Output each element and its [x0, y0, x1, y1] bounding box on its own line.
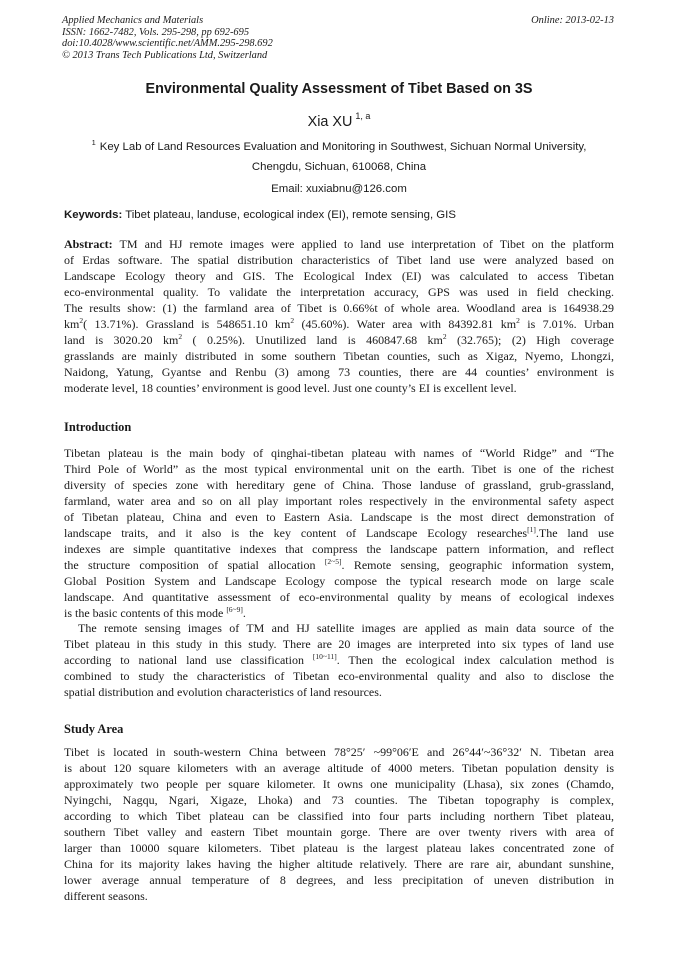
- introduction-body: [64, 446, 614, 701]
- intro-line: of Tibetan plateau, China and even to Eastern Asia. Landscape is the most direct demonstration of: [64, 509, 614, 524]
- journal-name: Applied Mechanics and Materials: [62, 15, 204, 26]
- journal-info: [62, 15, 422, 61]
- intro-line: Global Position System and Landscape Ecology compose the typical research mode on large scale: [64, 573, 614, 588]
- introduction-heading: Introduction: [64, 420, 132, 434]
- study-line: approximately two people per square kilometer. It owns one municipality (Lhasa), six zones (Chamdo,: [64, 776, 614, 791]
- study-area-heading: Study Area: [64, 722, 124, 736]
- abstract-line: Naidong, Yatung, Gyantse and Renbu (3) among 73 counties, there are 44 counties’ environment is: [64, 364, 614, 379]
- intro-line: Tibetan plateau is the main body of qinghai-tibetan plateau with names of “World Ridge” and “The: [64, 446, 614, 460]
- study-line: is about 120 square kilometers with an average altitude of 4000 meters. Tibetan population density is: [64, 760, 614, 775]
- intro-line: diversity of species zone with hereditary gene of China. Those landuse of grassland, grub-grassland,: [64, 477, 614, 492]
- online-date: Online: 2013-02-13: [531, 15, 614, 26]
- study-line: according to which Tibet plateau can be classified into four parts including northern Tibet plateau,: [64, 808, 614, 823]
- intro-line: farmland, water area and so on all play important roles respectively in the environmental safety aspect: [64, 493, 614, 508]
- abstract-line: Landscape Ecology theory and GIS. The Ecological Index (EI) was calculated to access Tibetan: [64, 268, 614, 283]
- citation-ref[interactable]: [6~9]: [226, 604, 243, 614]
- citation-ref[interactable]: [1]: [527, 524, 536, 534]
- study-line: lower average annual temperature of 8 degrees, and less precipitation of uneven distribution in: [64, 872, 614, 887]
- issn: ISSN: 1662-7482, Vols. 295-298, pp 692-695: [62, 26, 250, 38]
- citation-ref[interactable]: [2~5]: [324, 556, 342, 566]
- intro-line: spatial distribution and evolution characteristics of land resources.: [64, 685, 382, 700]
- keywords-text: Tibet plateau, landuse, ecological index (EI), remote sensing, GIS: [125, 209, 456, 221]
- keywords-label: Keywords:: [64, 209, 123, 221]
- abstract-line: Abstract: TM and HJ remote images were applied to land use interpretation of Tibet on the platform: [64, 237, 614, 251]
- abstract-line: land is 3020.20 $km^2$ ( 0.25%). Unutilized land is 460847.68 $km^2$ (32.765); (2) High coverage: [64, 331, 615, 347]
- intro-line: landscape traits, and it also is the key content of Landscape Ecology researches[1].The land use: [64, 524, 614, 540]
- study-line: larger than 10000 square kilometers. Tibet plateau is the largest plateau lakes concentrated zone of: [64, 840, 614, 855]
- intro-line: indexes are simple quantitative indexes that compress the landscape pattern information, and reflect: [64, 541, 614, 556]
- author-line: [0, 111, 678, 130]
- abstract-label: Abstract:: [64, 237, 113, 251]
- intro-line: The remote sensing images of TM and HJ satellite images are applied as main data source of the: [78, 621, 614, 636]
- author-email[interactable]: Email: xuxiabnu@126.com: [271, 183, 407, 195]
- abstract-line: eco-environmental quality. To validate the interpretation accuracy, GPS was used in field checking.: [64, 284, 614, 299]
- abstract-line: of Erdas software. The spatial distribution characteristics of Tibet land use were analyzed based on: [64, 252, 614, 267]
- author-name: Xia XU: [307, 114, 353, 130]
- intro-line: according to national land use classification [10~11]. Then the ecological index calculation method is: [64, 652, 614, 668]
- study-line: Tibet is located in south-western China between 78°25′ ~99°06′E and 26°44′~36°32′ N. Tibetan area: [64, 745, 614, 759]
- abstract-line: The results show: (1) the farmland area of Tibet is 0.66%t of whole area. Woodland area is 164938.29: [64, 300, 614, 315]
- citation-ref[interactable]: [10~11]: [312, 652, 337, 662]
- author-superscript: 1, a: [355, 111, 371, 121]
- study-line: China for its majority lakes having the higher altitude relatively. There are rare air, abundant sunshine,: [64, 856, 614, 871]
- paper-title: Environmental Quality Assessment of Tibet Based on 3S: [145, 81, 533, 97]
- affiliation-line-2: Chengdu, Sichuan, 610068, China: [251, 161, 427, 173]
- intro-line: is the basic contents of this mode [6~9].: [64, 604, 246, 620]
- study-line: southern Tibet valley and eastern Tibet mountain gorge. There are over twenty rivers with area of: [64, 824, 614, 839]
- abstract-line: moderate level, 18 counties’ environment is good level. Just one county’s EI is excellent level.: [64, 380, 517, 395]
- abstract: [64, 237, 614, 397]
- intro-line: combined to study the characteristics of Tibetan eco-environmental quality and also to disclose the: [64, 669, 614, 684]
- abstract-line: $km^2$( 13.71%). Grassland is 548651.10 $km^2$ (45.60%). Water area with 84392.81 $km^2$ is 7.01%. Urban: [64, 315, 614, 331]
- affiliation-text: Key Lab of Land Resources Evaluation and Monitoring in Southwest, Sichuan Normal University,: [99, 141, 587, 153]
- doi: doi:10.4028/www.scientific.net/AMM.295-298.692: [62, 38, 273, 50]
- study-area-body: [64, 745, 614, 905]
- intro-line: Tibet plateau in this study in this study. There are 20 images are interpreted into six types of land use: [64, 637, 614, 652]
- intro-line: the structure composition of spatial allocation [2~5]. Remote sensing, geographic information system,: [64, 556, 615, 572]
- copyright: © 2013 Trans Tech Publications Ltd, Switzerland: [62, 49, 268, 61]
- affiliation-line-1: [60, 138, 618, 153]
- intro-line: landscape. And quantitative assessment of eco-environmental quality by means of ecological indexes: [64, 589, 614, 604]
- study-line: different seasons.: [64, 888, 148, 903]
- keywords: [64, 209, 624, 221]
- affiliation-marker: 1: [91, 138, 96, 147]
- abstract-line: grasslands are mainly distributed in some southern Tibetan counties, such as Xigaz, Nyemo, Lhongzi,: [64, 348, 614, 363]
- study-line: Nyingchi, Nagqu, Ngari, Xigaze, Lhoka) and 73 counties. The Tibetan topography is complex,: [64, 792, 614, 807]
- intro-line: Third Pole of World” as the most typical environmental unit on the earth. Tibet is one of the richest: [64, 461, 614, 476]
